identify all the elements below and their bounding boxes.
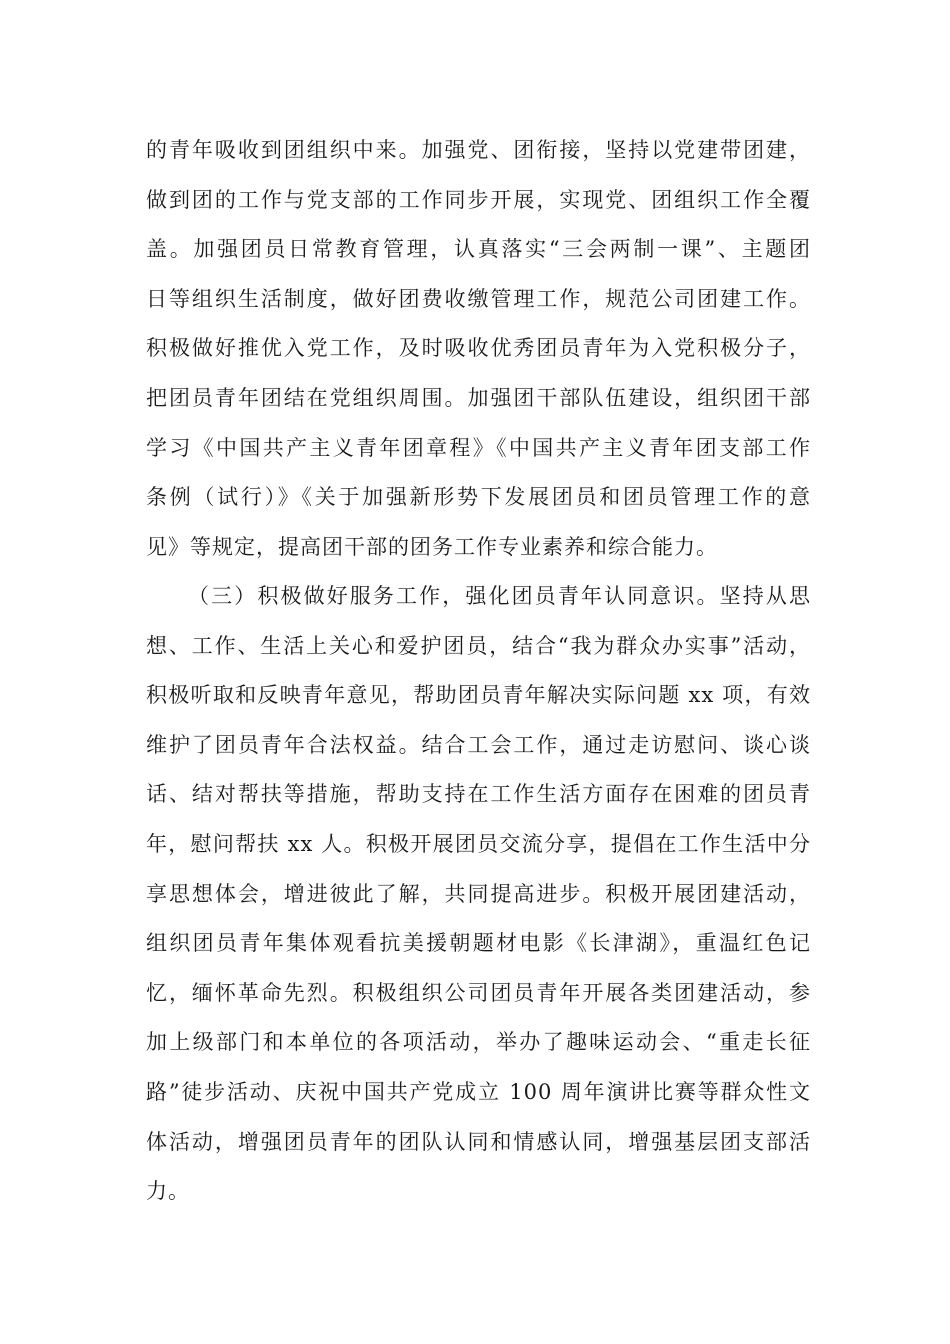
paragraph-line: 加上级部门和本单位的各项活动，举办了趣味运动会、“重走长征 [146, 1030, 811, 1055]
paragraph-line: 体活动，增强团员青年的团队认同和情感认同，增强基层团支部活 [146, 1129, 811, 1154]
paragraph-line: 年，慰问帮扶 xx 人。积极开展团员交流分享，提倡在工作生活中分 [146, 831, 811, 856]
paragraph-line: 日等组织生活制度，做好团费收缴管理工作，规范公司团建工作。 [146, 286, 811, 311]
paragraph-line: 学习《中国共产主义青年团章程》《中国共产主义青年团支部工作 [146, 435, 811, 460]
paragraph-line: （三）积极做好服务工作，强化团员青年认同意识。坚持从思 [188, 584, 811, 608]
paragraph-line: 话、结对帮扶等措施，帮助支持在工作生活方面存在困难的团员青 [146, 782, 811, 807]
paragraph-2 [146, 572, 811, 1217]
paragraph-line: 积极听取和反映青年意见，帮助团员青年解决实际问题 xx 项，有效 [146, 683, 811, 708]
paragraph-line: 组织团员青年集体观看抗美援朝题材电影《长津湖》，重温红色记 [146, 931, 811, 956]
paragraph-line: 把团员青年团结在党组织周围。加强团干部队伍建设，组织团干部 [146, 385, 811, 410]
paragraph-line: 积极做好推优入党工作，及时吸收优秀团员青年为入党积极分子， [146, 336, 811, 361]
paragraph-line: 做到团的工作与党支部的工作同步开展，实现党、团组织工作全覆 [146, 187, 811, 212]
paragraph-line: 维护了团员青年合法权益。结合工会工作，通过走访慰问、谈心谈 [146, 732, 811, 757]
paragraph-line: 想、工作、生活上关心和爱护团员，结合“我为群众办实事”活动， [146, 633, 811, 658]
paragraph-line: 条例（试行）》《关于加强新形势下发展团员和团员管理工作的意 [146, 485, 811, 510]
paragraph-line: 享思想体会，增进彼此了解，共同提高进步。积极开展团建活动， [146, 881, 811, 906]
paragraph-line: 见》等规定，提高团干部的团务工作专业素养和综合能力。 [146, 534, 718, 559]
paragraph-1 [146, 126, 811, 572]
paragraph-line: 忆，缅怀革命先烈。积极组织公司团员青年开展各类团建活动，参 [146, 980, 811, 1005]
paragraph-line: 的青年吸收到团组织中来。加强党、团衔接，坚持以党建带团建， [146, 138, 811, 162]
paragraph-line: 路”徒步活动、庆祝中国共产党成立 100 周年演讲比赛等群众性文 [146, 1079, 811, 1104]
paragraph-line: 力。 [146, 1179, 190, 1204]
paragraph-line: 盖。加强团员日常教育管理，认真落实“三会两制一课”、主题团 [146, 237, 811, 262]
